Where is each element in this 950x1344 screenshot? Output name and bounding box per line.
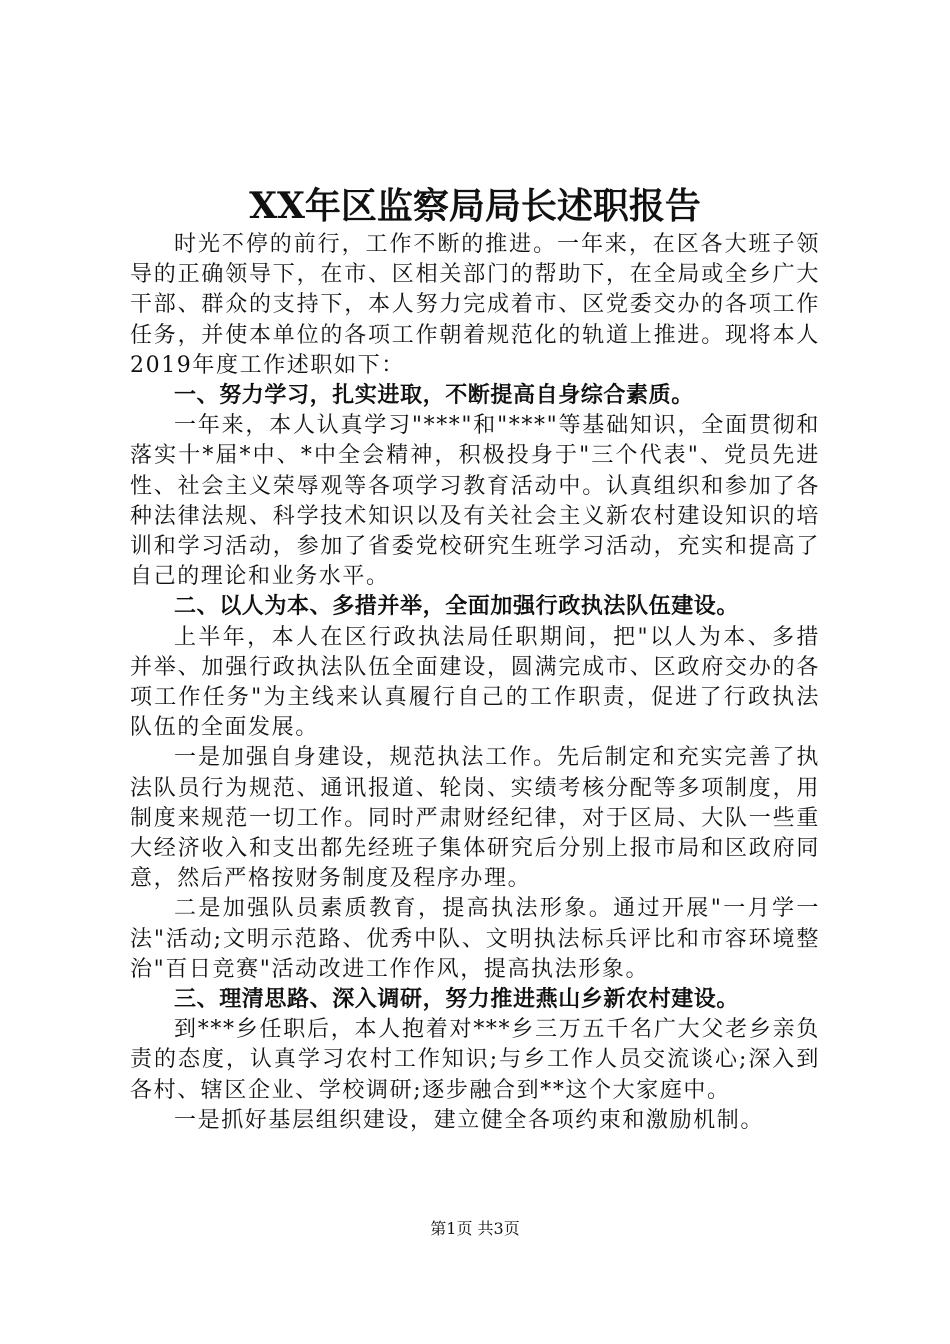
section-heading: 一、努力学习，扎实进取，不断提高自身综合素质。 xyxy=(174,383,694,409)
body-paragraph: 时光不停的前行，工作不断的推进。一年来，在区各大班子领导的正确领导下，在市、区相关部门的帮助下，在全局或全乡广大干部、群众的支持下，本人努力完成着市、区党委交办的各项工作任务，并使本单位的各项工作朝着规范化的轨道上推进。现将本人2019年度工作述职如下： xyxy=(130,232,820,378)
page-number-footer: 第1页 共3页 xyxy=(430,1219,520,1238)
document-body xyxy=(130,230,820,1136)
body-paragraph: 一是抓好基层组织建设，建立健全各项约束和激励机制。 xyxy=(174,1107,765,1133)
section-heading: 三、理清思路、深入调研，努力推进燕山乡新农村建设。 xyxy=(174,987,740,1013)
body-paragraph: 一年来，本人认真学习"***"和"***"等基础知识，全面贯彻和落实十*届*中、*中全会精神，积极投身于"三个代表"、党员先进性、社会主义荣辱观等各项学习教育活动中。认真组织和参加了各种法律法规、科学技术知识以及有关社会主义新农村建设知识的培训和学习活动，参加了省委党校研究生班学习活动，充实和提高了自己的理论和业务水平。 xyxy=(130,413,820,590)
body-paragraph: 一是加强自身建设，规范执法工作。先后制定和充实完善了执法队员行为规范、通讯报道、轮岗、实绩考核分配等多项制度，用制度来规范一切工作。同时严肃财经纪律，对于区局、大队一些重大经济收入和支出都先经班子集体研究后分别上报市局和区政府同意，然后严格按财务制度及程序办理。 xyxy=(130,745,820,892)
body-paragraph: 二是加强队员素质教育，提高执法形象。通过开展"一月学一法"活动;文明示范路、优秀中队、文明执法标兵评比和市容环境整治"百日竞赛"活动改进工作作风，提高执法形象。 xyxy=(130,896,820,982)
section-heading: 二、以人为本、多措并举，全面加强行政执法队伍建设。 xyxy=(174,594,740,620)
body-paragraph: 到***乡任职后，本人抱着对***乡三万五千名广大父老乡亲负责的态度，认真学习农村工作知识;与乡工作人员交流谈心;深入到各村、辖区企业、学校调研;逐步融合到**这个大家庭中。 xyxy=(130,1017,820,1103)
document-title: XX年区监察局局长述职报告 xyxy=(249,185,701,227)
body-paragraph: 上半年，本人在区行政执法局任职期间，把"以人为本、多措并举、加强行政执法队伍全面建设，圆满完成市、区政府交办的各项工作任务"为主线来认真履行自己的工作职责，促进了行政执法队伍的全面发展。 xyxy=(130,624,820,741)
